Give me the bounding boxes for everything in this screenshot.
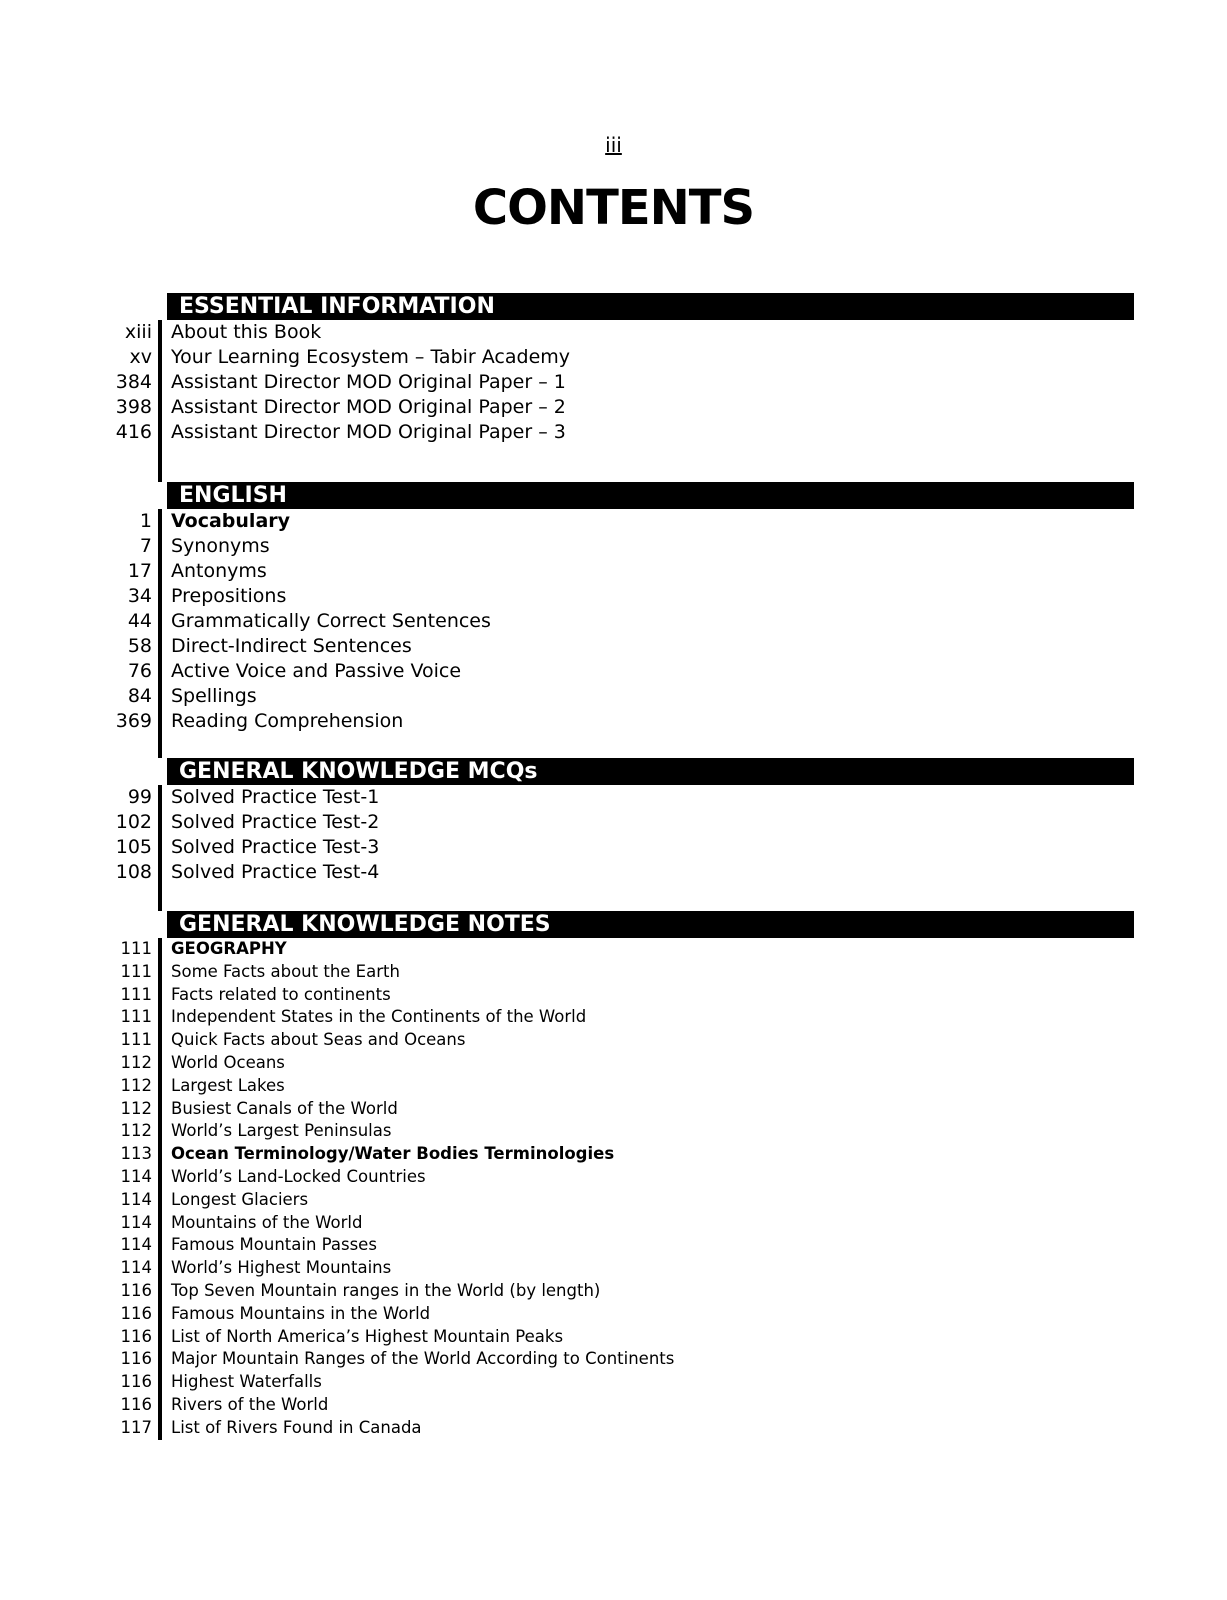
toc-entry[interactable] xyxy=(0,1326,1227,1349)
section-header: GENERAL KNOWLEDGE MCQs xyxy=(167,758,1134,785)
toc-entry-label: Busiest Canals of the World xyxy=(171,1098,398,1118)
toc-page-number: xiii xyxy=(124,321,152,343)
toc-entry[interactable] xyxy=(0,709,1227,734)
toc-entry-label: Antonyms xyxy=(171,560,267,582)
toc-entry[interactable] xyxy=(0,1098,1227,1121)
page-title: CONTENTS xyxy=(472,180,755,236)
toc-entry[interactable] xyxy=(0,835,1227,860)
toc-entry[interactable] xyxy=(0,1280,1227,1303)
toc-entry[interactable] xyxy=(0,659,1227,684)
toc-section xyxy=(0,293,1227,445)
toc-page-number: 58 xyxy=(127,635,152,657)
toc-entry-label: Longest Glaciers xyxy=(171,1189,309,1209)
toc-entry-label: Assistant Director MOD Original Paper – 3 xyxy=(171,421,566,443)
toc-entry[interactable] xyxy=(0,1189,1227,1212)
toc-page-number: 99 xyxy=(127,786,152,808)
toc-entry-label: Mountains of the World xyxy=(171,1212,363,1232)
toc-entry[interactable] xyxy=(0,609,1227,634)
toc-entry-label: Largest Lakes xyxy=(171,1075,285,1095)
toc-entry-label: Vocabulary xyxy=(171,510,291,532)
toc-entry[interactable] xyxy=(0,370,1227,395)
toc-page-number: 116 xyxy=(120,1326,152,1346)
toc-entry[interactable] xyxy=(0,1006,1227,1029)
toc-page-number: 116 xyxy=(120,1349,152,1369)
toc-section xyxy=(0,734,1227,885)
toc-page-number: 114 xyxy=(120,1235,152,1255)
toc-entry-label: Independent States in the Continents of the World xyxy=(171,1007,587,1027)
toc-entry-label: Synonyms xyxy=(171,535,270,557)
toc-page-number: 114 xyxy=(120,1212,152,1232)
toc-entry-label: Grammatically Correct Sentences xyxy=(171,610,491,632)
toc-page-number: 34 xyxy=(127,585,152,607)
section-gap xyxy=(0,885,1227,911)
toc-entry-label: Quick Facts about Seas and Oceans xyxy=(171,1030,466,1050)
toc-entry[interactable] xyxy=(0,1371,1227,1394)
toc-entry[interactable] xyxy=(0,1257,1227,1280)
toc-entry-label: Highest Waterfalls xyxy=(171,1372,322,1392)
toc-entry-label: Assistant Director MOD Original Paper – 1 xyxy=(171,371,566,393)
toc-page-number: 112 xyxy=(120,1052,152,1072)
toc-page-number: 111 xyxy=(120,1007,152,1027)
toc-entry-label: Your Learning Ecosystem – Tabir Academy xyxy=(171,346,571,368)
toc-page-number: 384 xyxy=(115,371,152,393)
toc-page-number: 1 xyxy=(139,510,152,532)
toc-entry[interactable] xyxy=(0,1075,1227,1098)
section-gap xyxy=(0,445,1227,482)
toc-entry-label: Major Mountain Ranges of the World According to Continents xyxy=(171,1349,675,1369)
section-header: GENERAL KNOWLEDGE NOTES xyxy=(167,911,1134,938)
toc-page-number: 416 xyxy=(115,421,152,443)
toc-entry[interactable] xyxy=(0,420,1227,445)
toc-page-number: 116 xyxy=(120,1303,152,1323)
toc-entry-label: World’s Largest Peninsulas xyxy=(171,1121,392,1141)
toc-entry-label: Active Voice and Passive Voice xyxy=(171,660,462,682)
toc-page-number: 398 xyxy=(115,396,152,418)
toc-entry-label: Direct-Indirect Sentences xyxy=(171,635,412,657)
toc-page-number: 112 xyxy=(120,1121,152,1141)
toc-entry[interactable] xyxy=(0,559,1227,584)
toc-page-number: 114 xyxy=(120,1189,152,1209)
toc-entry-label: List of North America’s Highest Mountain Peaks xyxy=(171,1326,564,1346)
toc-page-number: 17 xyxy=(127,560,152,582)
toc-page-number: 116 xyxy=(120,1280,152,1300)
toc-entry-label: Spellings xyxy=(171,685,257,707)
toc-entry[interactable] xyxy=(0,1120,1227,1143)
toc-entry-label: Solved Practice Test-3 xyxy=(171,836,380,858)
toc-page-number: 108 xyxy=(115,861,152,883)
toc-entry[interactable] xyxy=(0,1234,1227,1257)
toc-entry-label: Some Facts about the Earth xyxy=(171,961,400,981)
toc-entry-label: Solved Practice Test-4 xyxy=(171,861,380,883)
toc-page-number: 111 xyxy=(120,1030,152,1050)
toc-entry[interactable] xyxy=(0,1303,1227,1326)
toc-entry-label: Facts related to continents xyxy=(171,984,391,1004)
toc-entry-label: Solved Practice Test-1 xyxy=(171,786,380,808)
toc-entry-label: World’s Highest Mountains xyxy=(171,1258,392,1278)
toc-entry[interactable] xyxy=(0,684,1227,709)
section-header: ESSENTIAL INFORMATION xyxy=(167,293,1134,320)
toc-entry[interactable] xyxy=(0,320,1227,345)
toc-entry[interactable] xyxy=(0,1348,1227,1371)
vertical-rule xyxy=(158,885,162,911)
table-of-contents xyxy=(0,294,1227,1440)
toc-page-number: 7 xyxy=(139,535,152,557)
toc-entry-label: World Oceans xyxy=(171,1052,285,1072)
toc-section xyxy=(0,885,1227,1440)
toc-entry[interactable] xyxy=(0,810,1227,835)
toc-entry[interactable] xyxy=(0,584,1227,609)
vertical-rule xyxy=(158,445,162,482)
toc-entry[interactable] xyxy=(0,1052,1227,1075)
toc-page-number: 76 xyxy=(127,660,152,682)
toc-page-number: xv xyxy=(129,346,152,368)
toc-entry-label: About this Book xyxy=(171,321,322,343)
toc-entry-label: Reading Comprehension xyxy=(171,710,404,732)
toc-entry-label: Assistant Director MOD Original Paper – 2 xyxy=(171,396,566,418)
toc-page-number: 102 xyxy=(115,811,152,833)
toc-page-number: 369 xyxy=(115,710,152,732)
toc-page-number: 116 xyxy=(120,1394,152,1414)
toc-entry-label: Ocean Terminology/Water Bodies Terminologies xyxy=(171,1144,615,1164)
section-header: ENGLISH xyxy=(167,482,1134,509)
toc-entry[interactable] xyxy=(0,860,1227,885)
toc-entry-label: Top Seven Mountain ranges in the World (by length) xyxy=(171,1280,601,1300)
toc-entry[interactable] xyxy=(0,1143,1227,1166)
toc-page-number: 111 xyxy=(120,939,152,958)
toc-page-number: 114 xyxy=(120,1258,152,1278)
toc-entry[interactable] xyxy=(0,938,1227,961)
toc-entry[interactable] xyxy=(0,1394,1227,1417)
toc-entry[interactable] xyxy=(0,509,1227,534)
toc-entry[interactable] xyxy=(0,1166,1227,1189)
toc-entry[interactable] xyxy=(0,1212,1227,1235)
toc-entry[interactable] xyxy=(0,395,1227,420)
toc-page-number: 116 xyxy=(120,1372,152,1392)
toc-entry[interactable] xyxy=(0,534,1227,559)
toc-entry[interactable] xyxy=(0,984,1227,1007)
toc-entry-label: GEOGRAPHY xyxy=(171,939,287,958)
toc-entry-label: Rivers of the World xyxy=(171,1394,329,1414)
toc-section xyxy=(0,445,1227,734)
toc-entry-label: Solved Practice Test-2 xyxy=(171,811,380,833)
toc-entry-label: Famous Mountains in the World xyxy=(171,1303,431,1323)
toc-page-number: 105 xyxy=(115,836,152,858)
toc-page-number: 111 xyxy=(120,961,152,981)
toc-entry-label: Prepositions xyxy=(171,585,287,607)
toc-entry[interactable] xyxy=(0,634,1227,659)
vertical-rule xyxy=(158,734,162,758)
page-number: iii xyxy=(605,133,622,157)
toc-entry[interactable] xyxy=(0,1417,1227,1440)
toc-page-number: 113 xyxy=(120,1144,152,1164)
toc-page-number: 117 xyxy=(120,1417,152,1437)
toc-page-number: 44 xyxy=(127,610,152,632)
toc-page-number: 114 xyxy=(120,1166,152,1186)
toc-entry-label: World’s Land-Locked Countries xyxy=(171,1166,426,1186)
toc-page-number: 111 xyxy=(120,984,152,1004)
toc-entry-label: List of Rivers Found in Canada xyxy=(171,1417,422,1437)
toc-page-number: 84 xyxy=(127,685,152,707)
toc-entry[interactable] xyxy=(0,1029,1227,1052)
toc-page-number: 112 xyxy=(120,1098,152,1118)
toc-entry[interactable] xyxy=(0,961,1227,984)
toc-entry[interactable] xyxy=(0,345,1227,370)
toc-entry-label: Famous Mountain Passes xyxy=(171,1235,377,1255)
toc-entry[interactable] xyxy=(0,785,1227,810)
toc-page-number: 112 xyxy=(120,1075,152,1095)
section-gap xyxy=(0,734,1227,758)
